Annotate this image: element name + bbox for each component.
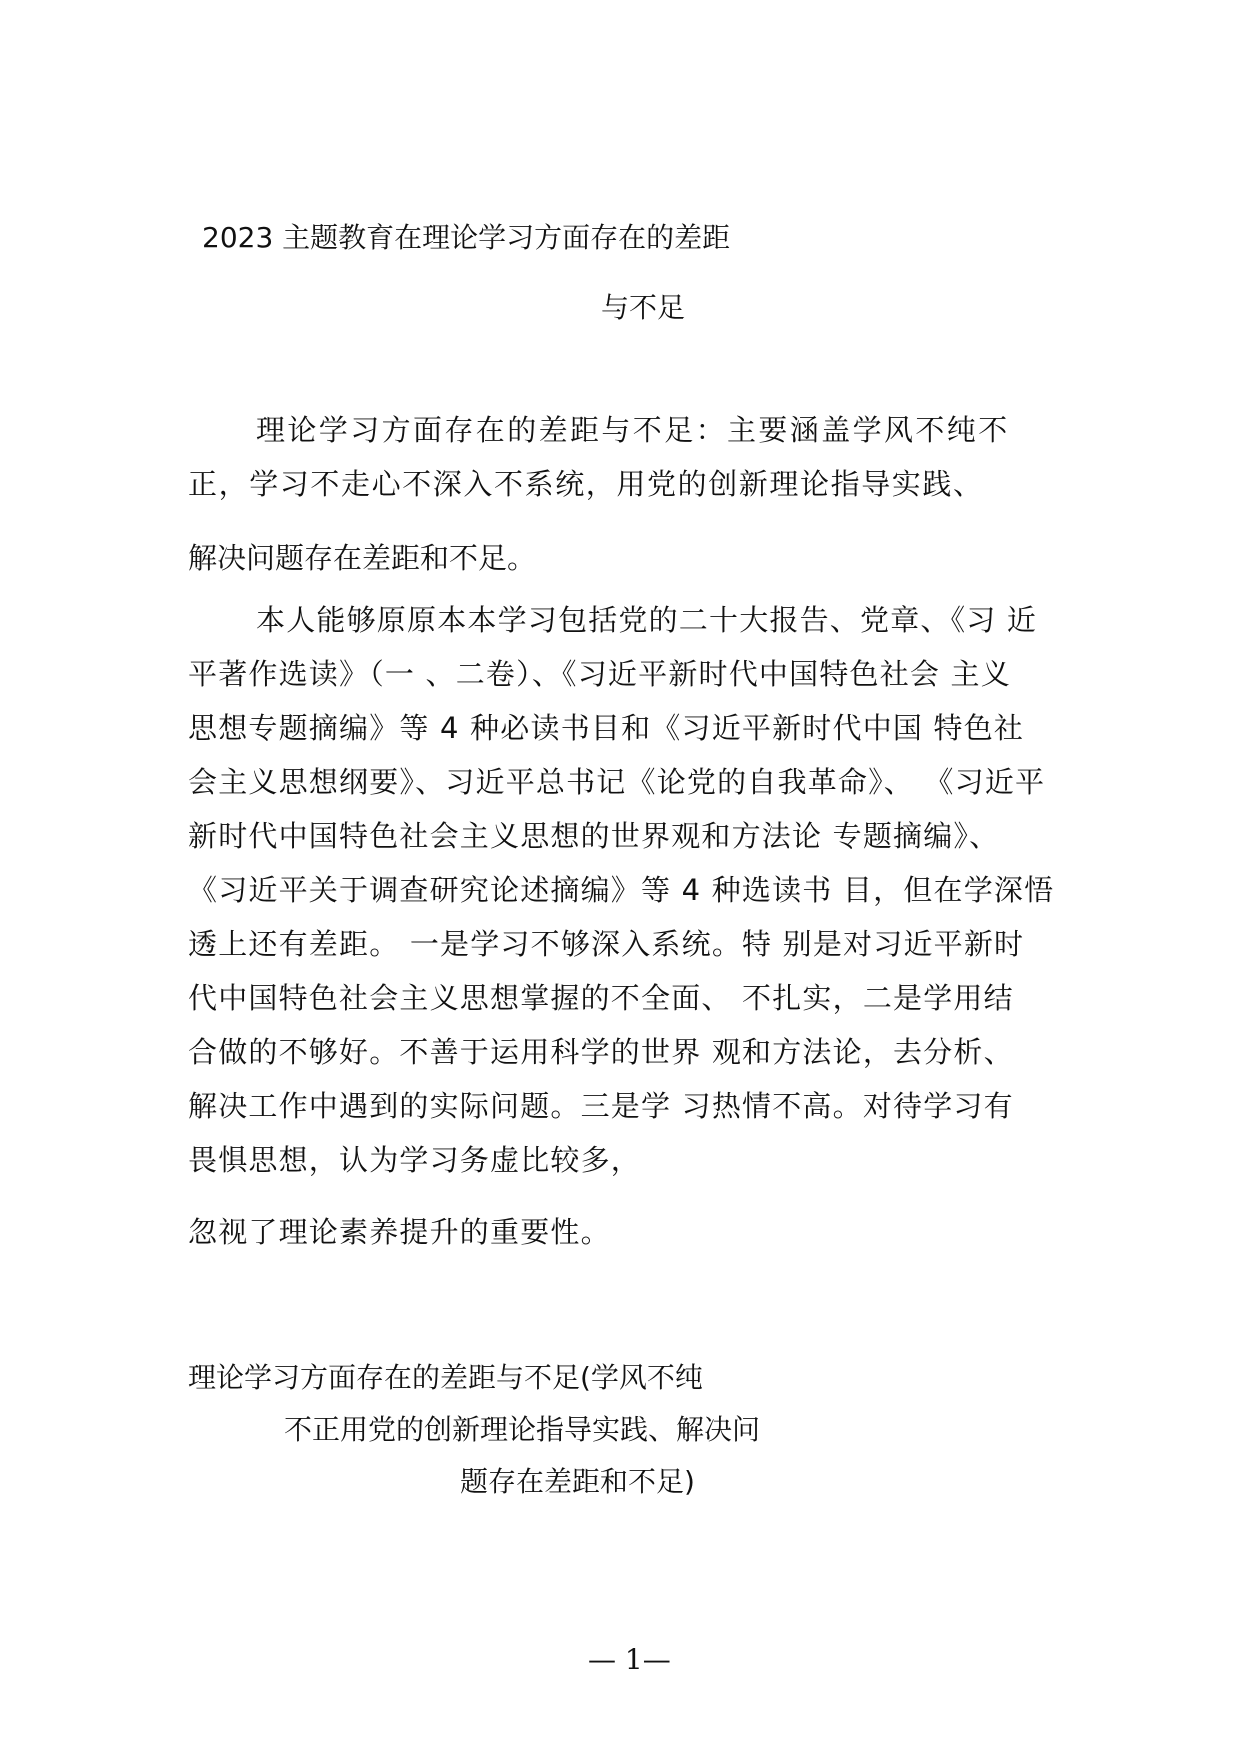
paragraph-2-line-9: 合做的不够好。不善于运用科学的世界 观和方法论，去分析、 [188,1035,1014,1069]
paragraph-2-line-3: 思想专题摘编》等 4 种必读书目和《习近平新时代中国 特色社 [188,711,1025,745]
title-line-2: 与不足 [601,291,686,324]
paragraph-2-line-2: 平著作选读》（一 、二卷）、《习近平新时代中国特色社会 主义 [188,657,1011,691]
paragraph-2-line-4: 会主义思想纲要》、习近平总书记《论党的自我革命》、 《习近平 [188,765,1046,799]
section-heading-line-3: 题存在差距和不足) [460,1465,695,1498]
paragraph-2-line-6: 《习近平关于调查研究论述摘编》等 4 种选读书 目，但在学深悟 [188,873,1055,907]
paragraph-2-line-7: 透上还有差距。 一是学习不够深入系统。特 别是对习近平新时 [188,927,1025,961]
paragraph-1-line-1: 理论学习方面存在的差距与不足：主要涵盖学风不纯不 [256,413,1010,447]
paragraph-2-line-10: 解决工作中遇到的实际问题。三是学 习热情不高。对待学习有 [188,1089,1014,1123]
paragraph-1-line-3: 解决问题存在差距和不足。 [188,541,537,575]
paragraph-2-line-8: 代中国特色社会主义思想掌握的不全面、 不扎实，二是学用结 [188,981,1014,1015]
paragraph-2-line-1: 本人能够原原本本学习包括党的二十大报告、党章、《习 近 [256,603,1038,637]
paragraph-2-line-12: 忽视了理论素养提升的重要性。 [188,1215,611,1249]
title-line-1: 2023 主题教育在理论学习方面存在的差距 [202,221,731,254]
paragraph-2-line-11: 畏惧思想，认为学习务虚比较多， [188,1143,642,1177]
page-number: — 1— [588,1643,671,1676]
paragraph-2-line-5: 新时代中国特色社会主义思想的世界观和方法论 专题摘编》、 [188,819,1000,853]
section-heading-line-2: 不正用党的创新理论指导实践、解决问 [284,1413,761,1446]
paragraph-1-line-2: 正，学习不走心不深入不系统，用党的创新理论指导实践、 [188,467,984,501]
section-heading-line-1: 理论学习方面存在的差距与不足(学风不纯 [188,1361,703,1394]
